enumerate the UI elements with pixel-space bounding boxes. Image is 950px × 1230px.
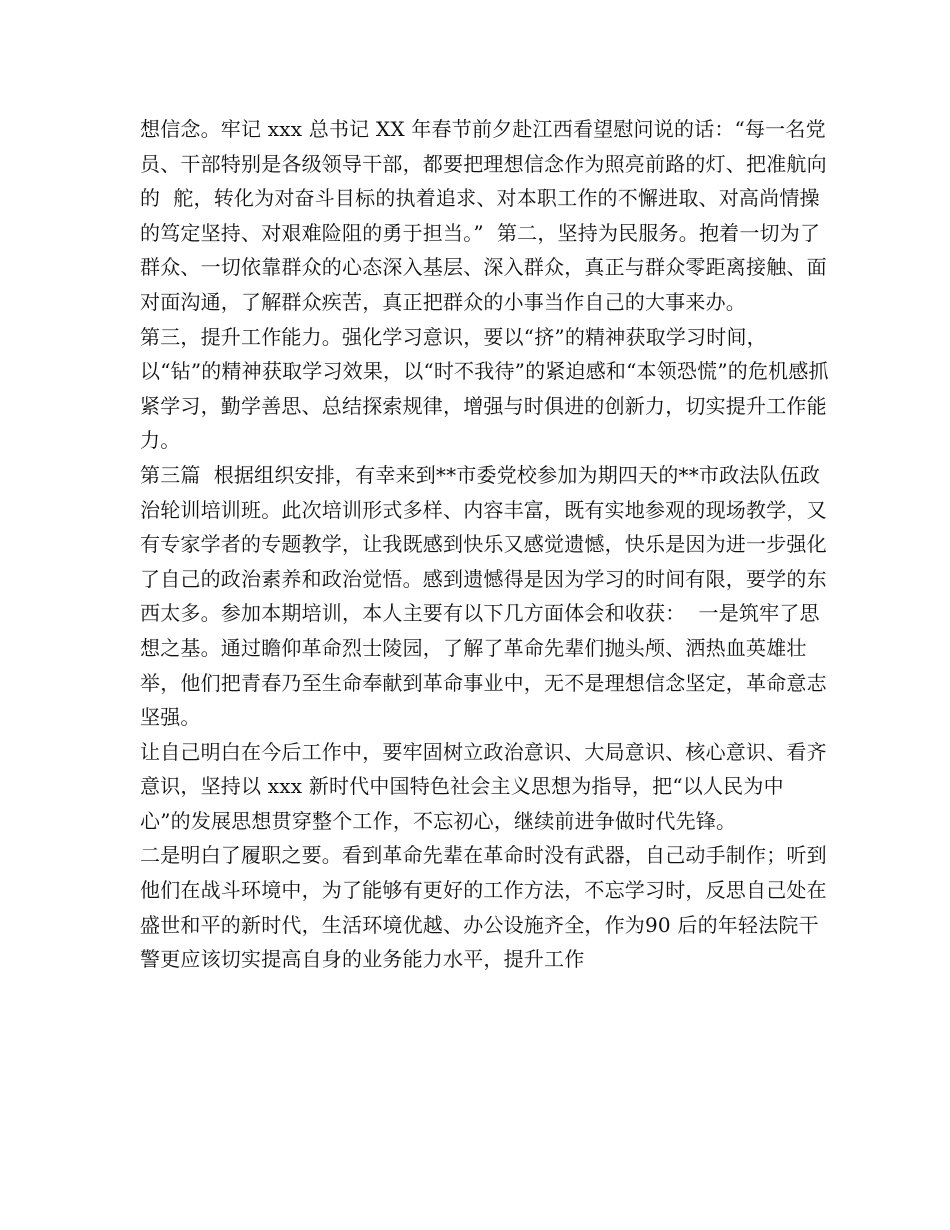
paragraph-ideals-and-service: 想信念。牢记 xxx 总书记 XX 年春节前夕赴江西看望慰问说的话：“每一名党员、干部特别是各级领导干部，都要把理想信念作为照亮前路的灯、把准航向的 舵，转化为对奋斗目标的执着追求、对本职工作的不懈进取、对高尚情操的笃定坚持、对艰难险阻的勇于担当。” 第二，坚持为民服务。抱着一切为了群众、一切依靠群众的心态深入基层、深入群众，真正与群众零距离接触、面对面沟通，了解群众疾苦，真正把群众的小事当作自己的大事来办。 bbox=[140, 117, 827, 314]
document-body bbox=[140, 112, 830, 977]
paragraph-third-article: 第三篇 根据组织安排，有幸来到**市委党校参加为期四天的**市政法队伍政治轮训培训班。此次培训形式多样、内容丰富，既有实地参观的现场教学，又有专家学者的专题教学，让我既感到快乐又感觉遗憾，快乐是因为进一步强化了自己的政治素养和政治觉悟。感到遗憾得是因为学习的时间有限，要学的东西太多。参加本期培训，本人主要有以下几方面体会和收获： 一是筑牢了思想之基。通过瞻仰革命烈士陵园，了解了革命先辈们抛头颅、洒热血英雄壮举，他们把青春乃至生命奉献到革命事业中，无不是理想信念坚定，革命意志坚强。 bbox=[140, 462, 827, 730]
paragraph-duty-essentials: 二是明白了履职之要。看到革命先辈在革命时没有武器，自己动手制作；听到他们在战斗环境中，为了能够有更好的工作方法，不忘学习时，反思自己处在盛世和平的新时代，生活环境优越、办公设施齐全，作为90 后的年轻法院干警更应该切实提高自身的业务能力水平，提升工作 bbox=[140, 843, 827, 972]
paragraph-political-awareness: 让自己明白在今后工作中，要牢固树立政治意识、大局意识、核心意识、看齐意识，坚持以 xxx 新时代中国特色社会主义思想为指导，把“以人民为中心”的发展思想贯穿整个工作，不忘初心，继续前进争做时代先锋。 bbox=[140, 739, 827, 833]
paragraph-work-ability: 第三，提升工作能力。强化学习意识，要以“挤”的精神获取学习时间，以“钻”的精神获取学习效果，以“时不我待”的紧迫感和“本领恐慌”的危机感抓紧学习，勤学善思、总结探索规律，增强与时俱进的创新力，切实提升工作能力。 bbox=[140, 324, 829, 453]
